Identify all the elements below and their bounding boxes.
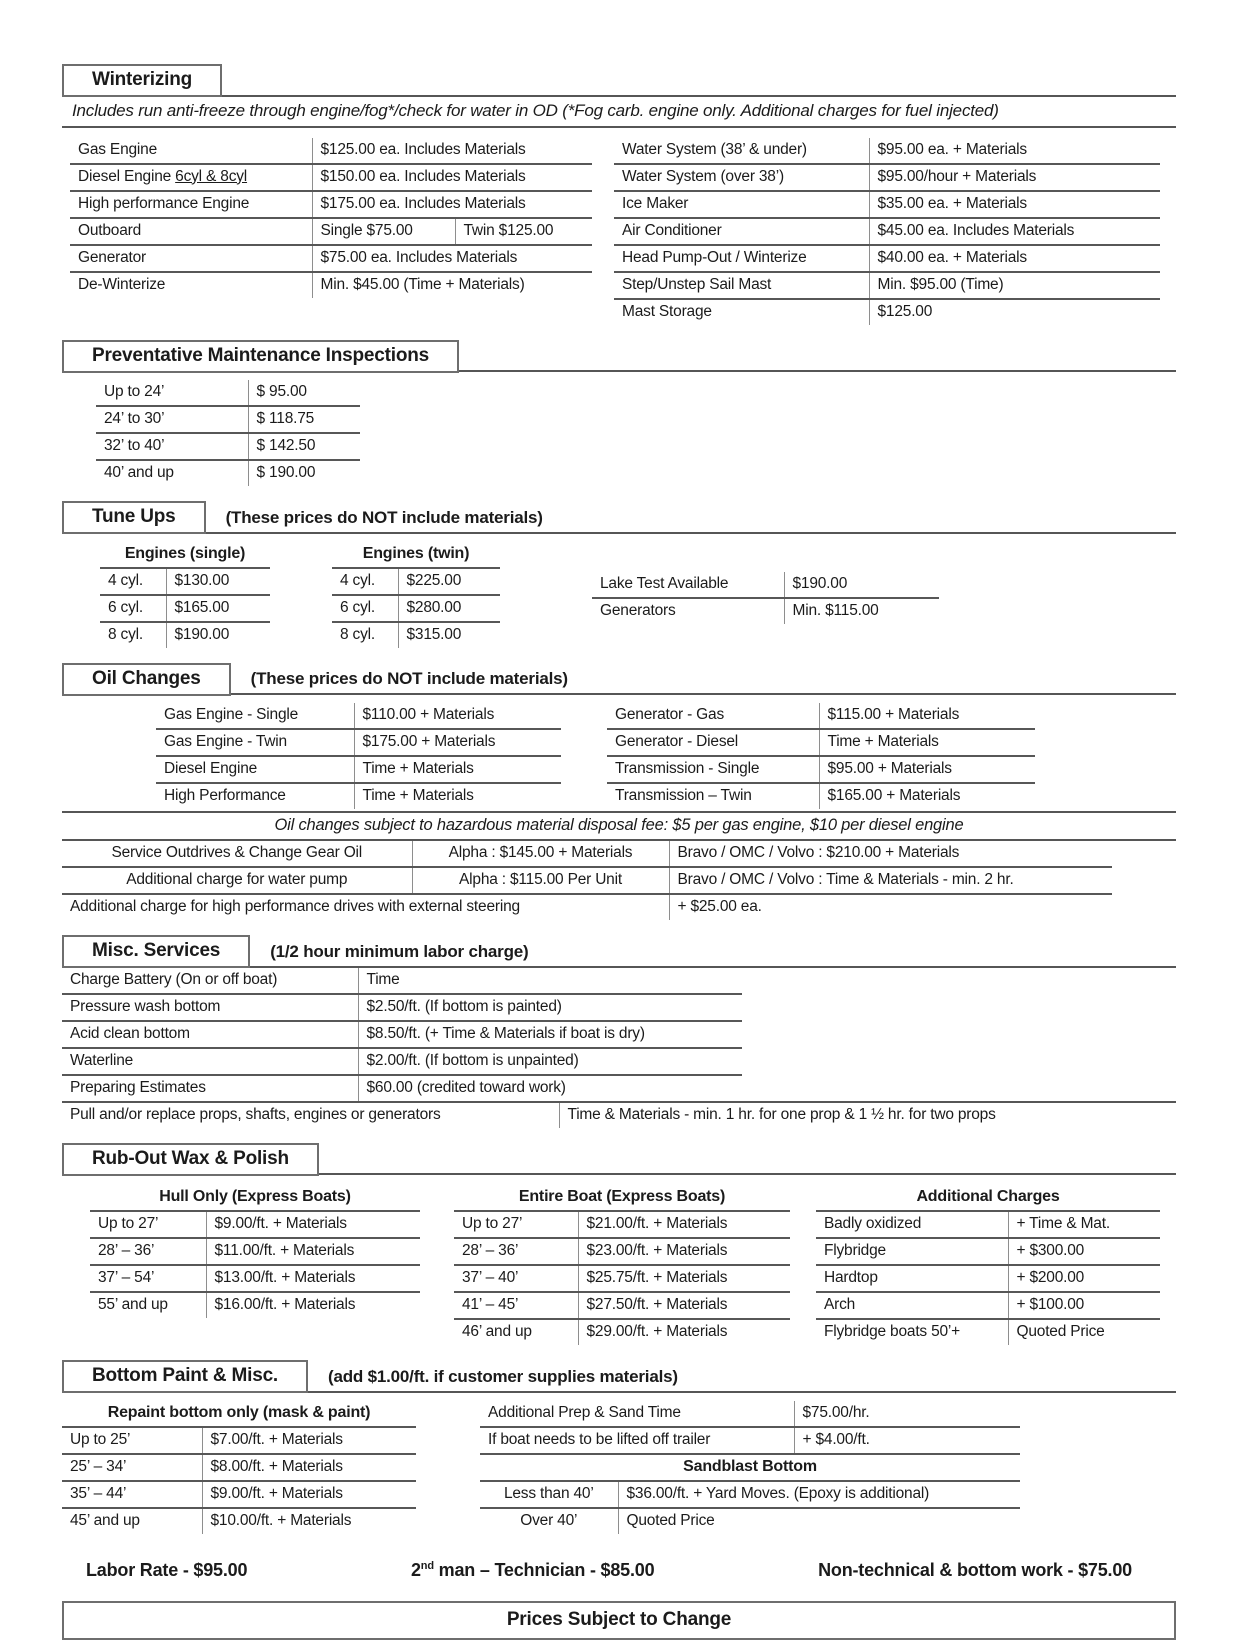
section-header [62, 663, 1176, 696]
price-row [90, 1265, 420, 1292]
price-row [607, 729, 1035, 756]
section-header [62, 1360, 1176, 1393]
service-label: If boat needs to be lifted off trailer [480, 1427, 794, 1454]
price-value: + $300.00 [1008, 1238, 1160, 1265]
nontechnical-rate: Non-technical & bottom work - $75.00 [818, 1559, 1132, 1580]
price-value: $7.00/ft. + Materials [202, 1427, 416, 1454]
service-label: 37’ – 40’ [454, 1265, 578, 1292]
section-title: Tune Ups [92, 506, 176, 527]
service-label: 8 cyl. [108, 625, 143, 643]
price-row [614, 191, 1160, 218]
price-row [816, 1265, 1160, 1292]
service-label: 4 cyl. [332, 568, 398, 595]
service-label: 35’ – 44’ [62, 1481, 202, 1508]
price-value: $ 190.00 [248, 460, 360, 486]
price-row [96, 406, 360, 433]
prep-sand-table [480, 1401, 1020, 1455]
service-label: 28’ – 36’ [90, 1238, 206, 1265]
price-row [100, 595, 270, 622]
service-label: Air Conditioner [614, 218, 869, 245]
price-row [62, 1481, 416, 1508]
winterizing-right-table [614, 138, 1160, 325]
price-value: $75.00 ea. Includes Materials [312, 245, 592, 272]
price-row [454, 1319, 790, 1345]
service-label: Pressure wash bottom [62, 994, 358, 1021]
price-row [62, 994, 742, 1021]
price-row [62, 1508, 416, 1534]
sandblast-header: Sandblast Bottom [480, 1455, 1020, 1482]
price-value: $9.00/ft. + Materials [206, 1211, 420, 1238]
price-value: + $25.00 ea. [669, 894, 1112, 920]
tuneups-extras-table [592, 572, 939, 624]
second-man-ordinal: nd [420, 1559, 434, 1572]
price-value: Time + Materials [819, 729, 1035, 756]
oil-right-table [607, 703, 1035, 809]
service-label: Lake Test Available [592, 572, 784, 598]
price-row [100, 622, 270, 648]
price-value: $165.00 + Materials [819, 783, 1035, 809]
service-label: Pull and/or replace props, shafts, engines or generators [70, 1105, 441, 1123]
price-value: $16.00/ft. + Materials [206, 1292, 420, 1318]
price-row [607, 756, 1035, 783]
engines-twin-table [332, 542, 500, 648]
price-value: $130.00 [166, 568, 270, 595]
service-label: 6 cyl. [332, 595, 398, 622]
price-row [62, 968, 742, 994]
table-header-row [332, 542, 500, 568]
price-row [62, 1021, 742, 1048]
price-value: $2.00/ft. (If bottom is unpainted) [358, 1048, 742, 1075]
service-label: 55’ and up [98, 1296, 168, 1313]
price-row [156, 729, 561, 756]
maintenance-section [62, 340, 1176, 487]
service-label: Additional charge for water pump [62, 867, 412, 894]
table-header: Engines (twin) [332, 542, 500, 568]
price-value: $190.00 [166, 622, 270, 648]
table-header-row [90, 1185, 420, 1211]
service-label: Step/Unstep Sail Mast [614, 272, 869, 299]
service-label: Generator - Gas [607, 703, 819, 729]
service-label: 40’ and up [104, 464, 174, 481]
price-row [816, 1292, 1160, 1319]
section-note: (These prices do NOT include materials) [250, 669, 568, 688]
price-value: Min. $45.00 (Time + Materials) [312, 272, 592, 298]
service-label: Transmission – Twin [615, 787, 752, 804]
service-label: Transmission - Single [607, 756, 819, 783]
price-value: $175.00 ea. Includes Materials [312, 191, 592, 218]
labor-rate: Labor Rate - $95.00 [86, 1559, 248, 1580]
price-value: $125.00 [869, 299, 1160, 325]
price-row [156, 783, 561, 809]
section-title: Bottom Paint & Misc. [92, 1365, 279, 1386]
oil-columns [62, 703, 1176, 809]
service-label: Mast Storage [622, 302, 712, 320]
service-label: 37’ – 54’ [90, 1265, 206, 1292]
service-label: Flybridge boats 50’+ [824, 1323, 961, 1340]
service-label: Gas Engine - Single [156, 703, 354, 729]
labor-rates-row [62, 1560, 1176, 1581]
winterizing-note: Includes run anti-freeze through engine/fog*/check for water in OD (*Fog carb. engine only. Additional charges for fuel injected) [62, 97, 1176, 128]
service-label: Over 40’ [520, 1511, 578, 1529]
price-value: $75.00/hr. [794, 1401, 1020, 1427]
entire-boat-table [454, 1185, 790, 1345]
service-label [70, 164, 312, 191]
price-row [100, 568, 270, 595]
price-row [607, 703, 1035, 729]
repaint-bottom-table [62, 1401, 416, 1534]
service-label: 24’ to 30’ [96, 406, 248, 433]
service-label: Diesel Engine [156, 756, 354, 783]
price-value: $175.00 + Materials [354, 729, 561, 756]
price-value: Alpha : $115.00 Per Unit [412, 867, 669, 894]
price-row [454, 1265, 790, 1292]
service-label: 45’ and up [70, 1511, 140, 1529]
misc-services-section [62, 935, 1176, 1128]
table-header: Engines (single) [100, 542, 270, 568]
price-value: $23.00/ft. + Materials [578, 1238, 790, 1265]
price-row [614, 272, 1160, 299]
price-value: $ 142.50 [248, 433, 360, 460]
price-value: $40.00 ea. + Materials [869, 245, 1160, 272]
price-value: Time + Materials [354, 783, 561, 809]
service-label: Waterline [62, 1048, 358, 1075]
section-header [62, 501, 1176, 534]
prices-subject-to-change-banner: Prices Subject to Change [62, 1601, 1176, 1640]
price-row [480, 1508, 1020, 1534]
price-value: $125.00 ea. Includes Materials [312, 138, 592, 164]
price-value: $45.00 ea. Includes Materials [869, 218, 1160, 245]
price-row [70, 138, 592, 164]
price-row [816, 1238, 1160, 1265]
price-row [614, 138, 1160, 164]
winterizing-section [62, 64, 1176, 325]
price-row [62, 1454, 416, 1481]
service-label: Charge Battery (On or off boat) [62, 968, 358, 994]
second-man-rest: man – Technician - $85.00 [433, 1559, 655, 1580]
tuneups-columns [62, 542, 1176, 648]
bottom-paint-section [62, 1360, 1176, 1534]
section-title-box [62, 64, 222, 97]
price-value: $29.00/ft. + Materials [578, 1319, 790, 1345]
service-label: Up to 27’ [90, 1211, 206, 1238]
service-label: Gas Engine [70, 138, 312, 164]
section-title-box [62, 1143, 319, 1176]
price-value: $280.00 [398, 595, 500, 622]
price-row [614, 164, 1160, 191]
price-value: $9.00/ft. + Materials [202, 1481, 416, 1508]
maintenance-table [96, 380, 360, 486]
hull-only-table [90, 1185, 420, 1318]
service-label: 32’ to 40’ [96, 433, 248, 460]
service-label: Additional Prep & Sand Time [480, 1401, 794, 1427]
section-title: Preventative Maintenance Inspections [92, 344, 430, 366]
section-title: Rub-Out Wax & Polish [92, 1147, 289, 1169]
price-value: + Time & Mat. [1008, 1211, 1160, 1238]
price-row [90, 1292, 420, 1318]
price-value: $165.00 [166, 595, 270, 622]
price-value: $315.00 [398, 622, 500, 648]
service-label: 4 cyl. [100, 568, 166, 595]
price-row [614, 245, 1160, 272]
section-title: Misc. Services [92, 940, 221, 961]
service-label: 46’ and up [462, 1323, 532, 1340]
section-title-box [62, 935, 250, 968]
sandblast-table [480, 1482, 1020, 1534]
price-row [70, 191, 592, 218]
service-label: Arch [816, 1292, 1008, 1319]
service-label: 6 cyl. [100, 595, 166, 622]
price-row [70, 272, 592, 298]
rubout-section [62, 1143, 1176, 1346]
price-value: Min. $95.00 (Time) [869, 272, 1160, 299]
price-row [816, 1211, 1160, 1238]
service-label: De-Winterize [78, 275, 166, 293]
misc-services-table [62, 968, 742, 1101]
service-label: High performance Engine [70, 191, 312, 218]
table-header: Entire Boat (Express Boats) [454, 1185, 790, 1211]
bottom-paint-right-column [480, 1401, 1020, 1534]
section-header [62, 1143, 1176, 1176]
price-row [96, 380, 360, 406]
price-value: $25.75/ft. + Materials [578, 1265, 790, 1292]
price-value: Alpha : $145.00 + Materials [412, 841, 669, 867]
price-value: Twin $125.00 [455, 218, 592, 245]
winterizing-columns [62, 138, 1176, 325]
bottom-paint-columns [62, 1401, 1176, 1534]
price-value: Bravo / OMC / Volvo : $210.00 + Materials [669, 841, 1112, 867]
service-label: 41’ – 45’ [454, 1292, 578, 1319]
oil-changes-section [62, 663, 1176, 921]
price-value: $190.00 [784, 572, 939, 598]
price-value: $36.00/ft. + Yard Moves. (Epoxy is additional) [618, 1482, 1020, 1508]
section-title-box [62, 340, 459, 373]
price-row [614, 299, 1160, 325]
price-value: Single $75.00 [312, 218, 455, 245]
additional-charges-table [816, 1185, 1160, 1345]
section-header [62, 935, 1176, 968]
price-value: Time + Materials [354, 756, 561, 783]
section-note: (These prices do NOT include materials) [225, 507, 543, 527]
section-title-box [62, 501, 206, 534]
service-label: 28’ – 36’ [454, 1238, 578, 1265]
price-value: $60.00 (credited toward work) [358, 1075, 742, 1101]
service-label: Ice Maker [614, 191, 869, 218]
price-row [70, 245, 592, 272]
service-label: Generator - Diesel [607, 729, 819, 756]
section-title-box [62, 1360, 308, 1393]
price-value: $21.00/ft. + Materials [578, 1211, 790, 1238]
price-row [454, 1211, 790, 1238]
price-value: + $100.00 [1008, 1292, 1160, 1319]
service-label: Up to 27’ [454, 1211, 578, 1238]
section-title: Winterizing [92, 69, 193, 90]
price-value: + $4.00/ft. [794, 1427, 1020, 1454]
price-value: $35.00 ea. + Materials [869, 191, 1160, 218]
price-value: $95.00 + Materials [819, 756, 1035, 783]
price-value: Min. $115.00 [784, 598, 939, 624]
price-row [70, 218, 592, 245]
price-row [96, 460, 360, 486]
price-row [592, 598, 939, 624]
price-row [454, 1238, 790, 1265]
service-label: Head Pump-Out / Winterize [614, 245, 869, 272]
section-header [62, 64, 1176, 97]
price-value: $225.00 [398, 568, 500, 595]
price-value: $27.50/ft. + Materials [578, 1292, 790, 1319]
price-row [62, 1427, 416, 1454]
price-row [480, 1427, 1020, 1454]
table-header-row [62, 1401, 416, 1427]
tuneups-section [62, 501, 1176, 648]
price-value: $ 95.00 [248, 380, 360, 406]
price-value: $95.00/hour + Materials [869, 164, 1160, 191]
service-label: Water System (over 38’) [614, 164, 869, 191]
price-row [332, 595, 500, 622]
service-label: Preparing Estimates [70, 1078, 206, 1096]
service-label: Less than 40’ [480, 1482, 618, 1508]
price-row [62, 1048, 742, 1075]
oil-left-table [156, 703, 561, 809]
price-row [480, 1401, 1020, 1427]
price-row [614, 218, 1160, 245]
rubout-columns [62, 1185, 1176, 1345]
price-row [607, 783, 1035, 809]
service-label: 25’ – 34’ [62, 1454, 202, 1481]
price-value: $150.00 ea. Includes Materials [312, 164, 592, 191]
price-value: $ 118.75 [248, 406, 360, 433]
price-row [332, 622, 500, 648]
price-row [90, 1238, 420, 1265]
service-label: Badly oxidized [816, 1211, 1008, 1238]
section-header [62, 340, 1176, 373]
price-value: $110.00 + Materials [354, 703, 561, 729]
service-label: Generators [600, 601, 676, 619]
service-label: Hardtop [816, 1265, 1008, 1292]
table-header-row [454, 1185, 790, 1211]
price-row [62, 867, 1112, 894]
price-value: Quoted Price [1008, 1319, 1160, 1345]
price-row [70, 164, 592, 191]
price-value: Bravo / OMC / Volvo : Time & Materials - min. 2 hr. [669, 867, 1112, 894]
price-value: Quoted Price [618, 1508, 1020, 1534]
price-value: $2.50/ft. (If bottom is painted) [358, 994, 742, 1021]
price-row [816, 1319, 1160, 1345]
table-header: Additional Charges [816, 1185, 1160, 1211]
section-note: (add $1.00/ft. if customer supplies materials) [328, 1366, 678, 1386]
price-row [96, 433, 360, 460]
second-man-rate [411, 1560, 654, 1581]
service-label: 8 cyl. [340, 625, 375, 643]
price-row [62, 1075, 742, 1101]
price-row [156, 703, 561, 729]
table-header-row [100, 542, 270, 568]
price-value: Time [358, 968, 742, 994]
engines-single-table [100, 542, 270, 648]
service-label: Service Outdrives & Change Gear Oil [62, 841, 412, 867]
price-row [62, 1102, 1176, 1128]
price-value: $10.00/ft. + Materials [202, 1508, 416, 1534]
price-row [454, 1292, 790, 1319]
price-value: $95.00 ea. + Materials [869, 138, 1160, 164]
outdrives-table [62, 841, 1112, 920]
winterizing-left-table [70, 138, 592, 298]
hazmat-disposal-note: Oil changes subject to hazardous material disposal fee: $5 per gas engine, $10 per diesel engine [62, 811, 1176, 841]
price-row [332, 568, 500, 595]
section-note: (1/2 hour minimum labor charge) [270, 941, 529, 961]
price-row [62, 894, 1112, 920]
label-text: Diesel Engine [78, 167, 176, 185]
table-header-row [816, 1185, 1160, 1211]
price-value: $8.50/ft. (+ Time & Materials if boat is dry) [358, 1021, 742, 1048]
service-label: Additional charge for high performance drives with external steering [70, 898, 520, 915]
table-header: Hull Only (Express Boats) [90, 1185, 420, 1211]
service-label: Outboard [70, 218, 312, 245]
price-row [480, 1482, 1020, 1508]
section-title-box [62, 663, 231, 696]
service-label: Up to 24’ [96, 380, 248, 406]
price-row [62, 841, 1112, 867]
table-header: Repaint bottom only (mask & paint) [62, 1401, 416, 1427]
service-label: High Performance [164, 787, 286, 804]
label-underlined-text: 6cyl & 8cyl [175, 167, 248, 185]
price-row [90, 1211, 420, 1238]
price-value: $8.00/ft. + Materials [202, 1454, 416, 1481]
price-row [156, 756, 561, 783]
pull-replace-table [62, 1101, 1176, 1128]
service-label: Generator [70, 245, 312, 272]
price-value: $115.00 + Materials [819, 703, 1035, 729]
price-row [592, 572, 939, 598]
price-value: + $200.00 [1008, 1265, 1160, 1292]
price-value: Time & Materials - min. 1 hr. for one prop & 1 ½ hr. for two props [559, 1102, 1176, 1128]
service-label: Water System (38’ & under) [614, 138, 869, 164]
price-value: $11.00/ft. + Materials [206, 1238, 420, 1265]
service-label: Flybridge [816, 1238, 1008, 1265]
service-label: Acid clean bottom [62, 1021, 358, 1048]
service-label: Gas Engine - Twin [156, 729, 354, 756]
price-value: $13.00/ft. + Materials [206, 1265, 420, 1292]
second-man-prefix: 2 [410, 1559, 421, 1580]
section-title: Oil Changes [92, 667, 201, 689]
service-label: Up to 25’ [62, 1427, 202, 1454]
